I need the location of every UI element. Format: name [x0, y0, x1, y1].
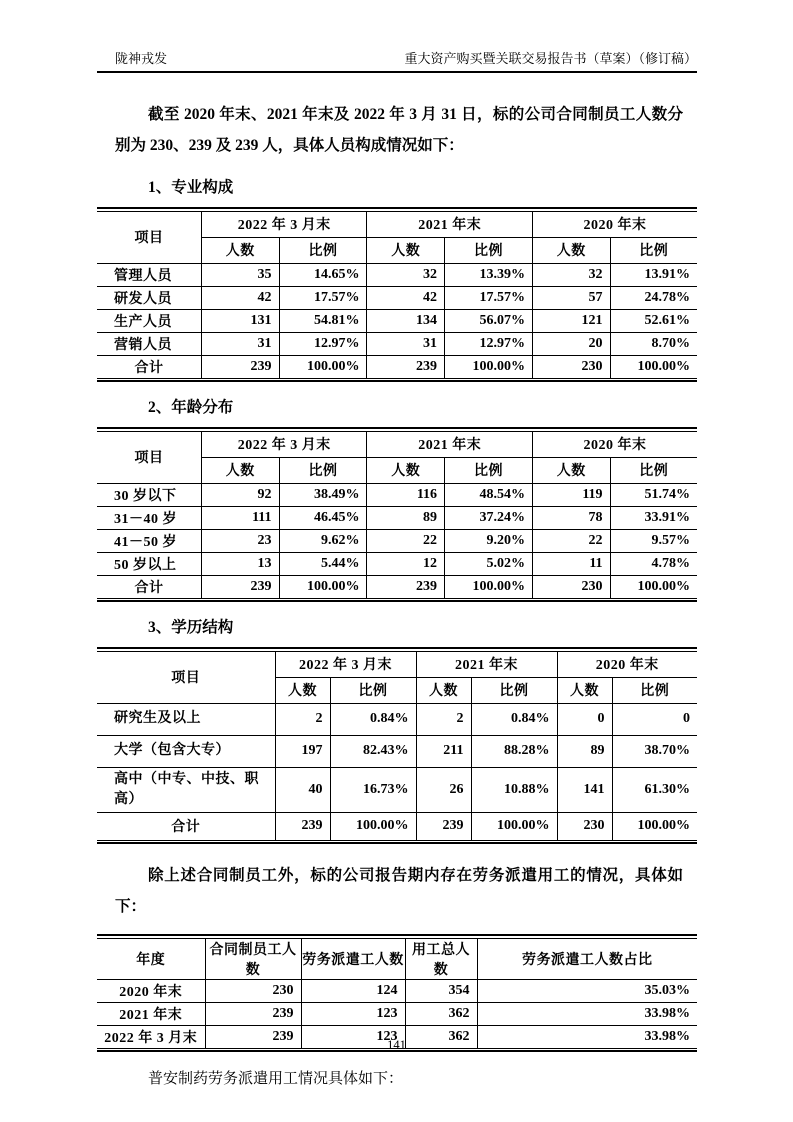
row-label: 合计 [97, 575, 201, 598]
cell: 12.97% [445, 332, 533, 355]
col-header-period-2022: 2022 年 3 月末 [201, 211, 367, 237]
cell: 38.49% [279, 483, 367, 506]
cell: 42 [201, 286, 279, 309]
cell: 239 [201, 575, 279, 598]
cell: 92 [201, 483, 279, 506]
intro-paragraph: 截至 2020 年末、2021 年末及 2022 年 3 月 31 日，标的公司合同制员工人数分别为 230、239 及 239 人，具体人员构成情况如下： [115, 106, 683, 154]
col-header-total-count: 用工总人数 [405, 938, 477, 979]
cell: 230 [532, 355, 610, 378]
header-report-title: 重大资产购买暨关联交易报告书（草案）（修订稿） [404, 51, 697, 66]
cell: 13.91% [610, 263, 697, 286]
col-header-period-2021: 2021 年末 [367, 211, 533, 237]
table-row [97, 552, 697, 575]
dispatch-intro-paragraph: 除上述合同制员工外，标的公司报告期内存在劳务派遣用工的情况，具体如下： [115, 867, 683, 915]
cell: 35.03% [477, 979, 697, 1002]
table-row [97, 979, 697, 1002]
cell: 22 [367, 529, 445, 552]
cell: 61.30% [612, 767, 697, 812]
col-header-count: 人数 [557, 677, 612, 703]
cell: 239 [416, 812, 471, 840]
table-row [97, 309, 697, 332]
col-header-count: 人数 [416, 677, 471, 703]
row-label: 大学（包含大专） [97, 735, 275, 767]
row-label: 50 岁以上 [97, 552, 201, 575]
table-row [97, 767, 697, 812]
dispatch-table-wrapper [97, 934, 697, 1052]
cell: 46.45% [279, 506, 367, 529]
cell: 89 [557, 735, 612, 767]
cell: 32 [367, 263, 445, 286]
col-header-item: 项目 [97, 431, 201, 483]
cell: 4.78% [610, 552, 697, 575]
cell: 239 [367, 575, 445, 598]
cell: 0.84% [330, 703, 416, 735]
cell: 0.84% [471, 703, 557, 735]
cell: 26 [416, 767, 471, 812]
cell: 141 [557, 767, 612, 812]
cell: 13 [201, 552, 279, 575]
cell: 52.61% [610, 309, 697, 332]
col-header-period-2020: 2020 年末 [532, 431, 697, 457]
cell: 362 [405, 1025, 477, 1048]
cell: 32 [532, 263, 610, 286]
row-label: 31－40 岁 [97, 506, 201, 529]
dispatch-table [97, 938, 697, 1049]
cell: 9.20% [445, 529, 533, 552]
cell: 197 [275, 735, 330, 767]
table-row [97, 263, 697, 286]
section-2-heading: 2、年龄分布 [148, 399, 234, 416]
cell: 9.62% [279, 529, 367, 552]
cell: 230 [532, 575, 610, 598]
age-table-wrapper [97, 427, 697, 602]
table-row [97, 483, 697, 506]
table-row [97, 332, 697, 355]
cell: 5.02% [445, 552, 533, 575]
cell: 211 [416, 735, 471, 767]
cell: 123 [301, 1025, 405, 1048]
cell: 100.00% [330, 812, 416, 840]
col-header-item: 项目 [97, 651, 275, 703]
col-header-count: 人数 [201, 237, 279, 263]
col-header-period-2021: 2021 年末 [367, 431, 533, 457]
cell: 33.98% [477, 1002, 697, 1025]
cell: 111 [201, 506, 279, 529]
row-label: 41－50 岁 [97, 529, 201, 552]
cell: 116 [367, 483, 445, 506]
age-table [97, 431, 697, 599]
cell: 54.81% [279, 309, 367, 332]
cell: 119 [532, 483, 610, 506]
cell: 48.54% [445, 483, 533, 506]
cell: 31 [201, 332, 279, 355]
cell: 14.65% [279, 263, 367, 286]
col-header-count: 人数 [532, 457, 610, 483]
cell: 239 [275, 812, 330, 840]
puan-paragraph: 普安制药劳务派遣用工情况具体如下： [148, 1071, 404, 1087]
cell: 89 [367, 506, 445, 529]
cell: 17.57% [279, 286, 367, 309]
cell: 8.70% [610, 332, 697, 355]
row-label: 2020 年末 [97, 979, 205, 1002]
profession-table [97, 211, 697, 379]
col-header-dispatch-count: 劳务派遣工人数 [301, 938, 405, 979]
cell: 230 [205, 979, 301, 1002]
row-label: 合计 [97, 812, 275, 840]
cell: 362 [405, 1002, 477, 1025]
table-total-row [97, 812, 697, 840]
cell: 33.91% [610, 506, 697, 529]
cell: 239 [205, 1025, 301, 1048]
cell: 100.00% [279, 575, 367, 598]
row-label: 营销人员 [97, 332, 201, 355]
row-label: 合计 [97, 355, 201, 378]
row-label: 2021 年末 [97, 1002, 205, 1025]
cell: 11 [532, 552, 610, 575]
cell: 9.57% [610, 529, 697, 552]
cell: 35 [201, 263, 279, 286]
table-row [97, 529, 697, 552]
cell: 121 [532, 309, 610, 332]
col-header-ratio: 比例 [279, 237, 367, 263]
cell: 354 [405, 979, 477, 1002]
cell: 131 [201, 309, 279, 332]
row-label: 生产人员 [97, 309, 201, 332]
cell: 24.78% [610, 286, 697, 309]
cell: 88.28% [471, 735, 557, 767]
cell: 42 [367, 286, 445, 309]
cell: 100.00% [445, 355, 533, 378]
cell: 100.00% [612, 812, 697, 840]
cell: 37.24% [445, 506, 533, 529]
table-total-row [97, 355, 697, 378]
cell: 239 [367, 355, 445, 378]
col-header-item: 项目 [97, 211, 201, 263]
cell: 82.43% [330, 735, 416, 767]
cell: 124 [301, 979, 405, 1002]
table-row [97, 703, 697, 735]
row-label: 2022 年 3 月末 [97, 1025, 205, 1048]
cell: 38.70% [612, 735, 697, 767]
table-header-row [97, 211, 697, 237]
cell: 51.74% [610, 483, 697, 506]
col-header-period-2022: 2022 年 3 月末 [201, 431, 367, 457]
col-header-ratio: 比例 [471, 677, 557, 703]
cell: 78 [532, 506, 610, 529]
cell: 100.00% [445, 575, 533, 598]
table-header-row [97, 431, 697, 457]
cell: 0 [612, 703, 697, 735]
col-header-period-2020: 2020 年末 [532, 211, 697, 237]
col-header-dispatch-ratio: 劳务派遣工人数占比 [477, 938, 697, 979]
cell: 0 [557, 703, 612, 735]
table-row [97, 506, 697, 529]
table-total-row [97, 575, 697, 598]
row-label: 研发人员 [97, 286, 201, 309]
cell: 12 [367, 552, 445, 575]
cell: 10.88% [471, 767, 557, 812]
col-header-ratio: 比例 [330, 677, 416, 703]
table-header-row [97, 651, 697, 677]
col-header-ratio: 比例 [610, 457, 697, 483]
education-table [97, 651, 697, 841]
cell: 22 [532, 529, 610, 552]
cell: 20 [532, 332, 610, 355]
col-header-ratio: 比例 [612, 677, 697, 703]
section-1-heading: 1、专业构成 [148, 179, 234, 196]
col-header-period-2022: 2022 年 3 月末 [275, 651, 416, 677]
cell: 100.00% [610, 355, 697, 378]
cell: 5.44% [279, 552, 367, 575]
col-header-ratio: 比例 [445, 457, 533, 483]
cell: 57 [532, 286, 610, 309]
cell: 100.00% [610, 575, 697, 598]
col-header-ratio: 比例 [610, 237, 697, 263]
cell: 239 [201, 355, 279, 378]
col-header-count: 人数 [367, 457, 445, 483]
col-header-ratio: 比例 [445, 237, 533, 263]
cell: 40 [275, 767, 330, 812]
cell: 13.39% [445, 263, 533, 286]
col-header-period-2021: 2021 年末 [416, 651, 557, 677]
profession-table-wrapper [97, 207, 697, 382]
cell: 17.57% [445, 286, 533, 309]
cell: 33.98% [477, 1025, 697, 1048]
cell: 2 [416, 703, 471, 735]
cell: 31 [367, 332, 445, 355]
table-header-row [97, 938, 697, 979]
table-row [97, 735, 697, 767]
col-header-year: 年度 [97, 938, 205, 979]
cell: 123 [301, 1002, 405, 1025]
row-label: 高中（中专、中技、职高） [97, 767, 275, 812]
section-3-heading: 3、学历结构 [148, 619, 234, 636]
cell: 23 [201, 529, 279, 552]
cell: 12.97% [279, 332, 367, 355]
col-header-count: 人数 [532, 237, 610, 263]
cell: 230 [557, 812, 612, 840]
table-row [97, 1002, 697, 1025]
row-label: 研究生及以上 [97, 703, 275, 735]
col-header-count: 人数 [367, 237, 445, 263]
row-label: 30 岁以下 [97, 483, 201, 506]
cell: 16.73% [330, 767, 416, 812]
row-label: 管理人员 [97, 263, 201, 286]
cell: 100.00% [471, 812, 557, 840]
cell: 100.00% [279, 355, 367, 378]
header-company-name: 陇神戎发 [115, 51, 168, 66]
cell: 239 [205, 1002, 301, 1025]
col-header-ratio: 比例 [279, 457, 367, 483]
col-header-period-2020: 2020 年末 [557, 651, 697, 677]
col-header-count: 人数 [275, 677, 330, 703]
page-header [97, 50, 697, 73]
cell: 56.07% [445, 309, 533, 332]
cell: 2 [275, 703, 330, 735]
col-header-contract-count: 合同制员工人数 [205, 938, 301, 979]
table-row [97, 286, 697, 309]
col-header-count: 人数 [201, 457, 279, 483]
page-number: 141 [387, 1038, 406, 1052]
education-table-wrapper [97, 647, 697, 844]
cell: 134 [367, 309, 445, 332]
